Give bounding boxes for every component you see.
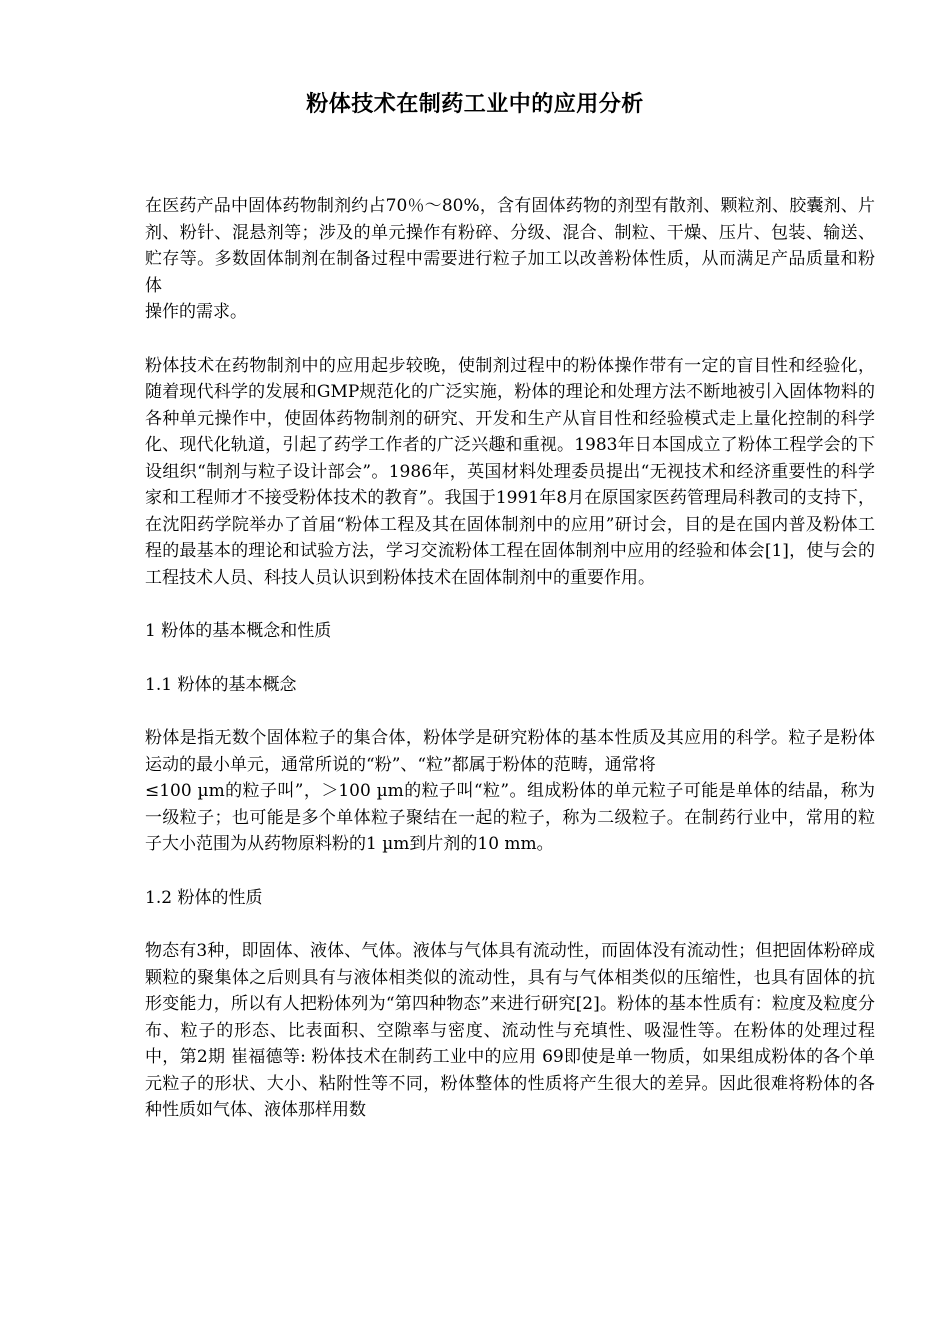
paragraph-line: ≤100 µm的粒子叫”，＞100 µm的粒子叫“粒”。组成粉体的单元粒子可能是单体的结晶，称为一级粒子；也可能是多个单体粒子聚结在一起的粒子，称为二级粒子。在制药行业中，常用的粒子大小范围为从药物原料粉的1 µm到片剂的10 mm。: [145, 781, 875, 854]
paragraph-line: 物态有3种，即固体、液体、气体。液体与气体具有流动性，而固体没有流动性；但把固体粉碎成颗粒的聚集体之后则具有与液体相类似的流动性，具有与气体相类似的压缩性，也具有固体的抗形变能力，所以有人把粉体列为“第四种物态”来进行研究[2]。粉体的基本性质有：粒度及粒度分布、粒子的形态、比表面积、空隙率与密度、流动性与充填性、吸湿性等。在粉体的处理过程中，第2期 崔福德等: 粉体技术在制药工业中的应用 69即使是单一物质，如果组成粉体的各个单元粒子的形状、大小、粘附性等不同，粉体整体的性质将产生很大的差异。因此很难将粉体的各种性质如气体、液体那样用数: [145, 941, 875, 1120]
section-heading-1-2: [145, 885, 875, 912]
paragraph-basic-concepts: [145, 725, 875, 858]
document-title: 粉体技术在制药工业中的应用分析: [306, 91, 644, 117]
heading-text: 1.2 粉体的性质: [145, 887, 263, 908]
section-heading-1-1: [145, 672, 875, 699]
section-heading-1: [145, 618, 875, 645]
paragraph-line: 在医药产品中固体药物制剂约占70％～80%，含有固体药物的剂型有散剂、颗粒剂、胶囊剂、片剂、粉针、混悬剂等；涉及的单元操作有粉碎、分级、混合、制粒、干燥、压片、包装、输送、贮存等。多数固体制剂在制备过程中需要进行粒子加工以改善粉体性质，从而满足产品质量和粉体: [145, 196, 875, 296]
document-body: [145, 193, 875, 1151]
paragraph-intro: [145, 193, 875, 326]
paragraph-line: 操作的需求。: [145, 302, 247, 322]
heading-text: 1 粉体的基本概念和性质: [145, 621, 332, 641]
paragraph-line: 粉体技术在药物制剂中的应用起步较晚，使制剂过程中的粉体操作带有一定的盲目性和经验化，随着现代科学的发展和GMP规范化的广泛实施，粉体的理论和处理方法不断地被引入固体物料的各种单元操作中，使固体药物制剂的研究、开发和生产从盲目性和经验模式走上量化控制的科学化、现代化轨道，引起了药学工作者的广泛兴趣和重视。1983年日本国成立了粉体工程学会的下设组织“制剂与粒子设计部会”。1986年，英国材料处理委员提出“无视技术和经济重要性的科学家和工程师才不接受粉体技术的教育”。我国于1991年8月在原国家医药管理局科教司的支持下，在沈阳药学院举办了首届“粉体工程及其在固体制剂中的应用”研讨会，目的是在国内普及粉体工程的最基本的理论和试验方法，学习交流粉体工程在固体制剂中应用的经验和体会[1]，使与会的工程技术人员、科技人员认识到粉体技术在固体制剂中的重要作用。: [145, 355, 875, 588]
paragraph-history: [145, 353, 875, 592]
paragraph-line: 粉体是指无数个固体粒子的集合体，粉体学是研究粉体的基本性质及其应用的科学。粒子是粉体运动的最小单元，通常所说的“粉”、“粒”都属于粉体的范畴，通常将: [145, 728, 875, 775]
heading-text: 1.1 粉体的基本概念: [145, 674, 297, 695]
paragraph-properties: [145, 938, 875, 1124]
